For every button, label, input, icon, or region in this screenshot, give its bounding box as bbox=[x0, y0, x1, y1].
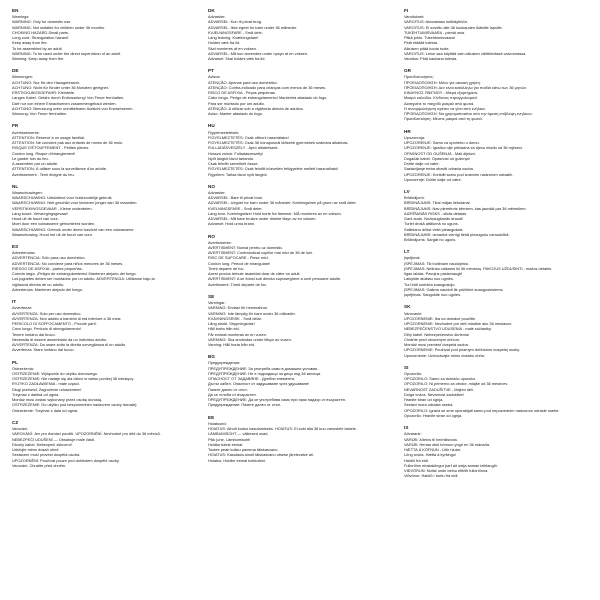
warning-text: AVERTISMENT: Contraindicat copiilor mai mici de 36 de luni. bbox=[208, 250, 314, 256]
warning-text: Dolga vrvica. Nevarnost zadušitve! bbox=[404, 391, 464, 397]
warning-text: AVERTISMENT: Numai pentru uz domestic. bbox=[208, 244, 284, 250]
warning-text: VAROITUS: Lelun saa käyttää vain aikuisen välittömässä valvonnassa. bbox=[404, 50, 527, 56]
language-block-hu bbox=[208, 123, 394, 176]
language-block-ro bbox=[208, 234, 394, 287]
language-block-en bbox=[12, 8, 198, 61]
language-code: PL bbox=[12, 359, 19, 365]
warning-text: Nyílt lángtól távol tartandó. bbox=[208, 155, 255, 161]
language-block-pl bbox=[12, 360, 198, 413]
warning-text: Udržujte mimo dosah ohně. bbox=[12, 447, 60, 452]
warning-text: VARÚÐ: Hentar ekki börnum yngri en 36 mánaða. bbox=[404, 441, 490, 447]
warning-text: RIESGO DE ASFIXIA - partes pequeñas. bbox=[12, 265, 83, 271]
warning-text: Hosszú zsinór. Fulladásveszély! bbox=[208, 150, 264, 156]
warning-text: Cavo lungo. Pericolo di strangolamento! bbox=[12, 326, 81, 332]
warning-text: WARNING: Only for domestic use. bbox=[12, 19, 72, 25]
warning-text: Turi būti surinkta suaugusiojo. bbox=[404, 281, 456, 287]
warning-text: Pidä etäällä tulesta. bbox=[404, 40, 438, 46]
language-block-ee bbox=[208, 415, 394, 463]
warning-text: UPOZORNĚNÍ: Používat pouze pod dohledem dospělé osoby. bbox=[12, 457, 120, 463]
warning-text: Varování: Chraňte před ohněm. bbox=[12, 462, 67, 468]
warning-text: ADVARSEL: Ikke egnet for børn under 36 måneder. bbox=[208, 24, 298, 30]
warning-text: TUKEHTUMISVAARA - pieniä osia. bbox=[404, 29, 466, 35]
warning-text: FULLADÁSVESZÉLY - Apró alkatrészek. bbox=[208, 145, 279, 151]
warnings-column-2 bbox=[208, 8, 394, 594]
warning-text: Chráňte pred otvoreným ohňom. bbox=[404, 336, 461, 342]
warning-text: Upozorenje: Držite dalje od vatre. bbox=[404, 176, 462, 182]
warning-text: VIÐVÖRUN: Notist undir beinu eftirliti fullorðinna. bbox=[404, 468, 489, 473]
warnings-heading: Предупреждения: bbox=[208, 360, 241, 366]
warning-text: FIGYELMEZTETÉS: Csak felnőtt közvetlen felügyelete mellett használható! bbox=[208, 166, 339, 172]
warning-text: Figyelem: Tartsa távol nyílt lángtól. bbox=[208, 171, 268, 177]
warning-text: VARÚÐ: Aðeins til heimilisnota. bbox=[404, 436, 458, 442]
language-code: HR bbox=[404, 128, 411, 134]
language-code: GR bbox=[404, 68, 412, 74]
warning-text: Haldið frá eldi. bbox=[404, 457, 429, 463]
warnings-heading: Avisos: bbox=[208, 74, 221, 80]
language-code: SK bbox=[404, 304, 411, 310]
language-code: RO bbox=[208, 233, 216, 239]
language-block-it bbox=[12, 299, 198, 352]
warning-text: Țineți departe de foc. bbox=[208, 265, 245, 271]
warnings-heading: Avvertenze: bbox=[12, 305, 33, 311]
warning-text: Cordon long. Risque d'étranglement! bbox=[12, 150, 76, 156]
warning-text: ПРЕДУПРЕЖДЕНИЕ: Да се употребява само при пряк надзор от възрастен. bbox=[208, 397, 346, 403]
warning-text: Garš auds. Nožņaugšanās draudi! bbox=[404, 216, 464, 222]
warning-text: KVÆLNINGSFARE - Små dele. bbox=[208, 29, 263, 35]
warning-text: Cordon lung. Pericol de strangulare! bbox=[208, 260, 271, 266]
warning-text: BRĪDINĀJUMS: Tikai mājas lietošanai. bbox=[404, 200, 471, 206]
warning-text: Aikuisen pitää koota tuote. bbox=[404, 45, 450, 51]
warning-text: Varning: Håll borta från eld. bbox=[208, 342, 256, 348]
warnings-heading: Aðvaranir: bbox=[404, 431, 422, 437]
warning-text: VERSTIKKINGSGEVAAR - Kleine onderdelen. bbox=[12, 205, 93, 211]
warning-text: AVVERTENZA: Da usare sotto la diretta sorveglianza di un adulto. bbox=[12, 342, 127, 348]
warning-text: Long cord. Strangulation hazard! bbox=[12, 35, 69, 41]
warning-text: OPOZORILO: Samo za domačo uporabo. bbox=[404, 376, 477, 382]
language-code: SI bbox=[404, 364, 409, 370]
warnings-heading: Avertissements: bbox=[12, 129, 40, 135]
warning-text: ATENÇÃO: Contra-indicado para crianças com menos de 36 meses. bbox=[208, 84, 327, 90]
warning-text: AVVERTENZA: Non adatto a bambini di età inferiore a 36 mesi. bbox=[12, 315, 122, 321]
warning-text: LÄMBUMISOHT — väikesed osad. bbox=[208, 431, 269, 437]
warning-text: Držite dalje od vatre. bbox=[404, 161, 440, 167]
warning-text: Дълъг кабел. Опасност от задушаване чрез удушаване! bbox=[208, 381, 310, 387]
warnings-heading: Προειδοποιήσεις: bbox=[404, 74, 434, 80]
warning-text: Salikšanu drīkst veikt pieaugušais. bbox=[404, 226, 464, 232]
warning-text: PERICOLO DI SOFFOCAMENTO - Piccole parti. bbox=[12, 321, 97, 327]
warning-text: Darf nur von einem Erwachsenen zusammengebaut werden. bbox=[12, 100, 117, 106]
warning-text: Cuerda larga. ¡Peligro de estrangulamiento! Mantener alejado del fuego. bbox=[12, 271, 137, 277]
warning-text: ĮSPĖJIMAS: Tik buitiniam naudojimui. bbox=[404, 260, 470, 266]
warning-text: VAROVÁNÍ: Jen pro domácí použití. UPOZORNĚNÍ: Nevhodné pro děti do 36 měsíců. bbox=[12, 431, 161, 437]
warning-text: Pikk juhe. Lämbumisoht! bbox=[208, 436, 251, 442]
warning-text: Para ser montado por um adulto. bbox=[208, 100, 265, 106]
warning-text: UPOZORENJE: Koristiti samo pod izravnim nadzorom odraslih. bbox=[404, 171, 514, 177]
warning-text: Lång sladd. Strypningsrisk! bbox=[208, 321, 255, 327]
language-block-si bbox=[404, 365, 590, 418]
language-code: EN bbox=[12, 8, 19, 13]
warning-text: ADVERTENCIA: No conviene para niños menores de 36 meses. bbox=[12, 260, 124, 266]
warning-text: Пазете далеч от огън. bbox=[208, 386, 248, 392]
warning-text: NEBEZPEČÍ UDUŠENÍ — Obsahuje malé části. bbox=[12, 436, 96, 442]
language-block-fr bbox=[12, 123, 198, 176]
warning-text: ATENÇÃO: Apenas para uso doméstico. bbox=[208, 79, 278, 85]
warnings-heading: Warnungen: bbox=[12, 74, 34, 80]
warning-text: Keep away from fire. bbox=[12, 40, 48, 46]
warning-text: ATTENTION: Réservé à un usage familial. bbox=[12, 134, 86, 140]
warning-text: VARNING: Ska användas under tillsyn av vuxen. bbox=[208, 336, 292, 342]
warning-text: AVVERTENZA: Solo per uso domestico. bbox=[12, 310, 82, 316]
warning-text: WAARSCHUWING: Gebruik onder direct toezicht van een volwassene. bbox=[12, 226, 135, 232]
warning-text: ΚΙΝΔΥΝΟΣ ΠΝΙΓΜΟΥ - Μικρά εξαρτήματα. bbox=[404, 90, 479, 96]
warning-text: KVÄVNINGSRISK - Små delar. bbox=[208, 315, 262, 321]
warning-text: Dlouhý kabel. Nebezpečí zškrcení! bbox=[12, 441, 72, 447]
warning-text: Cabo longo. Perigo de estrangulamento! Mantenha afastado do fogo. bbox=[208, 95, 328, 101]
warnings-heading: Ostrzeżenia: bbox=[12, 365, 34, 371]
language-code: IT bbox=[12, 299, 17, 305]
warnings-heading: Varování: bbox=[12, 426, 29, 431]
warnings-heading: Waarschuwingen: bbox=[12, 189, 43, 195]
warning-text: Holdes væk fra ild. bbox=[208, 40, 241, 46]
warning-text: To be assembled by an adult. bbox=[12, 45, 63, 51]
warnings-heading: Varoitukset: bbox=[404, 14, 425, 20]
warning-text: OSTRZEŻENIE: Do użytku pod bezpośrednim nadzorem osoby dorosłej. bbox=[12, 402, 138, 408]
warnings-heading: Warnings: bbox=[12, 14, 30, 20]
language-block-sk bbox=[404, 304, 590, 357]
warning-text: Pitkä johto. Tukehtumisvaara! bbox=[404, 35, 456, 41]
warning-text: OPOZORILO: Ni primerno za otroke, mlajše od 36 mesecev. bbox=[404, 381, 509, 387]
warning-text: UPOZORNENIE: Nevhodné pre deti mladšie ako 36 mesiacov. bbox=[404, 321, 513, 327]
warning-text: RISCO DE ASFIXIA - Peças pequenas. bbox=[208, 90, 276, 96]
warning-text: FIGYELMEZTETÉS: Csak otthoni használatra! bbox=[208, 134, 289, 140]
warnings-column-1 bbox=[12, 8, 198, 594]
warning-text: AVERTISMENT: A se folosi sub directa supraveghere a unei persoane adulte. bbox=[208, 276, 342, 282]
warning-text: ΠΡΟΕΙΔΟΠΟΙΗΣΗ: Δεν είναι κατάλληλο για παιδιά κάτω των 36 μηνών. bbox=[404, 84, 528, 90]
language-code: HU bbox=[208, 123, 215, 129]
warnings-heading: Figyelmeztetések: bbox=[208, 129, 240, 135]
warning-text: ОПАСНОСТ ОТ ЗАДАВЯНЕ - Дребни елементи. bbox=[208, 376, 296, 382]
language-block-de bbox=[12, 68, 198, 116]
language-code: DE bbox=[12, 68, 19, 74]
warning-text: Acest produs trebuie asamblat doar de către un adult. bbox=[208, 271, 301, 277]
warning-text: UPOZORNENIE: Iba na domáce použitie. bbox=[404, 315, 477, 321]
warning-text: Προειδοποίηση: Μένετε μακριά από τη φωτιά. bbox=[404, 116, 483, 122]
warning-text: Håll borta från eld. bbox=[208, 326, 240, 332]
warning-text: FIGYELMEZTETÉS: Csak 36 hónaposnál idősebb gyermekek számára alkalmas. bbox=[208, 140, 349, 146]
warning-text: RYZYKO ZADŁAWIENIA - małe części. bbox=[12, 381, 80, 387]
language-block-se bbox=[208, 294, 394, 347]
language-code: ES bbox=[12, 244, 19, 250]
warning-text: ΠΡΟΕΙΔΟΠΟΙΗΣΗ: Να χρησιμοποιείται υπό την άμεση επίβλεψη ενηλίκου. bbox=[404, 111, 533, 117]
warning-text: Upozornenie: Uchovávajte mimo dosahu ohňa. bbox=[404, 352, 485, 358]
warning-text: Ostrzeżenie: Trzymać z dala od ognia. bbox=[12, 407, 79, 413]
warning-text: ADVARSEL: Må kun anvendes under opsyn af en voksen. bbox=[208, 50, 309, 56]
warning-text: Waarschuwing: Houd het uit de buurt van vuur. bbox=[12, 231, 93, 237]
warning-text: Csak felnőtt szerelheti össze. bbox=[208, 161, 259, 167]
warnings-column-3 bbox=[404, 8, 590, 594]
warning-text: Sestavi mora odrasla oseba. bbox=[404, 402, 454, 408]
warnings-heading: Opozorila: bbox=[404, 370, 422, 376]
language-code: DK bbox=[208, 8, 215, 13]
warning-text: Avertissement : Tenir éloigné du feu. bbox=[12, 171, 75, 177]
warning-text: WARNING: To be used under the direct supervision of an adult. bbox=[12, 50, 121, 56]
language-block-no bbox=[208, 184, 394, 227]
warning-text: vigilancia directa de un adulto. bbox=[12, 281, 65, 287]
warning-text: Brīdinājums: Sargāt no uguns. bbox=[404, 237, 457, 243]
warning-text: Trzymać z daleka od ognia. bbox=[12, 391, 60, 397]
language-code: LT bbox=[404, 249, 410, 255]
warning-text: WARNING: Not suitable for children under 36 months. bbox=[12, 24, 106, 30]
warning-text: RISC DE SUFOCARE - Piese mici. bbox=[208, 255, 269, 261]
warning-text: ĮSPĖJIMAS: Netinka vaikams iki 36 mėnesių. PAVOJUS UŽDUSINTI - mažos detalės. bbox=[404, 265, 553, 271]
warnings-heading: Hoiatused: bbox=[208, 420, 227, 426]
warning-text: Warnung: Von Feuer fernhalten. bbox=[12, 111, 68, 117]
warning-text: ERSTICKUNGSGEFAHR: Kleinteile. bbox=[12, 90, 76, 96]
warning-text: ATTENTION: Ne convient pas aux enfants de moins de 36 mois. bbox=[12, 140, 124, 146]
warning-text: HOIATUS: Kasutada ainult täiskasvanu otsese järelevalve all. bbox=[208, 452, 314, 458]
warnings-heading: Įspėjimai: bbox=[404, 255, 421, 261]
warning-text: UPOZORENJE: Igračka nije prikladna za djecu mlađu od 36 mjeseci. bbox=[404, 145, 523, 151]
language-code: NL bbox=[12, 183, 19, 189]
warning-text: Langes Kabel. Gefahr durch Erdrosselung! Von Feuer fernhalten. bbox=[12, 95, 125, 101]
warning-text: Skal monteres af en voksen. bbox=[208, 45, 258, 51]
warning-text: ПРЕДУПРЕЖДЕНИЕ: За употреба само в домашни условия. bbox=[208, 365, 319, 371]
warning-text: Įspėjimas: Saugokite nuo ugnies. bbox=[404, 292, 462, 298]
warning-text: Hranite stran od ognja. bbox=[404, 397, 444, 403]
warning-text: Varoitus: Pidä kaukana tulesta. bbox=[404, 56, 458, 62]
warning-text: Lang snor. Kvelningsfare! Hold borte fra flammer. MÅ monteres av en voksen. bbox=[208, 210, 342, 216]
warning-text: WAARSCHUWING: Uitsluitend voor huishoudelijk gebruik. bbox=[12, 195, 113, 201]
warning-text: Los juguetes deben ser montados por un adulto. ADVERTENCIA: Utilizarse bajo la bbox=[12, 276, 155, 282]
language-code: NO bbox=[208, 183, 216, 189]
warning-text: Długi przewód. Zagrożenie uduszeniem! bbox=[12, 386, 82, 392]
warning-text: Η συναρμολόγηση πρέπει να γίνει από ενήλικα. bbox=[404, 105, 486, 111]
warning-text: UPOZORNENIE: Používať pod priamym dohľadom dospelej osoby. bbox=[404, 347, 521, 353]
warning-text: Aviso: Manter afastado do fogo. bbox=[208, 111, 263, 117]
language-block-pt bbox=[208, 68, 394, 116]
language-block-lv bbox=[404, 189, 590, 242]
warning-text: VAROITUS: Ei sovellu alle 36 kuukauden ikäisille lapsille. bbox=[404, 24, 503, 30]
warning-text: Tooteе peab kokku panema täiskasvanu. bbox=[208, 447, 279, 452]
language-code: CZ bbox=[12, 419, 19, 425]
warning-text: Sestavení musí provést dospělá osoba. bbox=[12, 452, 81, 458]
warning-text: Fullorðinn einstaklingur þarf að setja saman leikfangið. bbox=[404, 462, 498, 468]
warning-text: Avvertenza: Stare lontano dal fuoco. bbox=[12, 347, 75, 353]
warning-text: Necessita di essere assemblato da un individuo adulto. bbox=[12, 336, 107, 342]
warning-text: Advertencia: Mantener alejado del fuego. bbox=[12, 286, 83, 292]
warnings-heading: Varovanie: bbox=[404, 310, 423, 316]
language-code: IS bbox=[404, 425, 409, 431]
warning-text: A assembler par un adulte. bbox=[12, 161, 59, 167]
warning-text: Advarsel: Hold unna brann. bbox=[208, 221, 256, 227]
language-code: BG bbox=[208, 354, 216, 360]
warning-text: Advarsel: Skal holdes væk fra ild. bbox=[208, 56, 266, 62]
warning-text: VAROITUS: Ainoastaan kotikäyttöön. bbox=[404, 19, 468, 25]
warning-text: Opozorilo: Hranite stran od ognja. bbox=[404, 412, 463, 418]
language-block-fi bbox=[404, 8, 590, 61]
warning-text: ADVARSEL: Uegnet for barn under 36 måneder. Kvelningsfare på grunn av små deler. bbox=[208, 200, 357, 206]
warning-text: ADVARSEL: Må bare brukes under direkte tilsyn av en voksen. bbox=[208, 216, 317, 222]
warning-text: Löng snúra. Hætta á kyrkingu! bbox=[404, 452, 457, 458]
language-code: FR bbox=[12, 123, 19, 129]
warning-text: BRĪDINĀJUMS: Izmantot vienīgi tiešā pieaugušo uzraudzībā. bbox=[404, 231, 510, 237]
warning-text: Montaż musi zostać wykonany przez osobę dorosłą. bbox=[12, 397, 102, 403]
warnings-heading: Avertismente: bbox=[208, 239, 232, 245]
language-block-is bbox=[404, 425, 590, 478]
language-code: PT bbox=[208, 68, 215, 74]
warning-text: Sastavljanje treba obaviti odrasla osoba. bbox=[404, 166, 474, 172]
language-block-hr bbox=[404, 129, 590, 182]
warning-text: Dugačak kabel. Opasnost od gušenja! bbox=[404, 155, 470, 161]
warning-text: NEVARNOST ZADUŠITVE - Majhni deli. bbox=[404, 386, 474, 392]
warning-text: ĮSPĖJIMAS: Galima naudoti tik prižiūrint suaugusiesiems. bbox=[404, 286, 504, 292]
warning-text: Μακρύ καλώδιο. Κίνδυνος στραγγαλισμού! bbox=[404, 95, 478, 101]
language-block-gr bbox=[404, 68, 590, 121]
warning-text: CHOKING HAZARD-Small parts. bbox=[12, 29, 70, 35]
warning-text: Да се сглоба от възрастен. bbox=[208, 391, 257, 397]
warning-text: ACHTUNG: Nicht für Kinder unter 36 Monaten geeignet. bbox=[12, 84, 109, 90]
warning-text: Lang koord. Verwurgingsgevaar! bbox=[12, 210, 69, 216]
language-code: LV bbox=[404, 189, 410, 195]
warning-text: Dlhý kábel. Nebezpečenstvo škrtenia! bbox=[404, 331, 470, 337]
warning-text: OPOZORILO: Igrača se sme uporabljati samo pod neposrednim nadzorom odrasle osebe. bbox=[404, 407, 560, 413]
warning-text: VARNING: Inte lämplig för barn under 36 månader. bbox=[208, 310, 296, 316]
warning-text: HOIATUS: Ainult kodus kasutamiseks. HOIATUS: Ei sobi alla 36 kuu vanustele lastele. bbox=[208, 426, 357, 431]
language-block-lt bbox=[404, 249, 590, 297]
warnings-heading: Brīdinājumi: bbox=[404, 195, 425, 201]
warning-text: ADVARSEL: Kun til privat brug. bbox=[208, 19, 262, 25]
warning-text: Moet door een volwassene gemonteerd worden. bbox=[12, 221, 96, 227]
language-code: SE bbox=[208, 293, 215, 299]
warnings-heading: Advarsler: bbox=[208, 14, 226, 20]
warning-text: Hoidke tulest eemal. bbox=[208, 441, 244, 447]
warning-text: HÆTTA Á KÖFNUN - Litlir hlutar. bbox=[404, 447, 461, 452]
warning-text: ATTENTION: À utiliser sous la surveillance d'un adulte. bbox=[12, 166, 107, 172]
warning-text: OSTRZEŻENIE: Wyłącznie do użytku domowego. bbox=[12, 370, 99, 376]
language-code: FI bbox=[404, 8, 409, 13]
warning-text: Turiet drošā attālumā no uguns. bbox=[404, 221, 459, 227]
warning-text: WAARSCHUWING: Niet geschikt voor kinderen jonger dan 36 maanden. bbox=[12, 200, 138, 206]
warning-text: Montáž musí previesť dospelá osoba. bbox=[404, 342, 469, 348]
warning-text: KVELNINGSFARE - Små deler. bbox=[208, 205, 263, 211]
warning-text: BRĪDINĀJUMS: Nav piemērots bērniem, kas jaunāki par 36 mēnešiem. bbox=[404, 205, 527, 211]
language-block-nl bbox=[12, 184, 198, 237]
language-block-es bbox=[12, 244, 198, 292]
warning-text: Warning: Keep away from fire. bbox=[12, 56, 65, 62]
warning-text: NEBEZPEČENSTVO UDUSENIA - malé súčiastky. bbox=[404, 326, 492, 332]
warning-text: Предупреждение: Пазете далеч от огън. bbox=[208, 402, 282, 408]
warnings-heading: Advertencias: bbox=[12, 250, 36, 256]
warning-text: Viðvörun: Haldið í burtu frá eldi. bbox=[404, 473, 459, 479]
warning-text: ADVERTENCIA: Sólo para uso doméstico. bbox=[12, 255, 86, 261]
warning-text: Lang ledning. Kvælningsfare! bbox=[208, 35, 259, 41]
warnings-heading: Varningar: bbox=[208, 300, 226, 306]
warning-text: ПРЕДУПРЕЖДЕНИЕ: Не е подходящо за деца под 36 месеца. bbox=[208, 370, 322, 376]
language-block-dk bbox=[208, 8, 394, 61]
warning-text: ADVARSEL: Bare til privat bruk. bbox=[208, 195, 264, 201]
warnings-heading: Upozorenja: bbox=[404, 134, 425, 140]
warning-text: Hoiatus: Hoidke eemal tulekolest. bbox=[208, 457, 266, 463]
language-block-cz bbox=[12, 420, 198, 468]
warning-text: VARNING: Endast för hemmabruk. bbox=[208, 305, 269, 311]
warnings-heading: Advarsler: bbox=[208, 189, 226, 195]
warning-text: Tenere lontano dal fuoco. bbox=[12, 331, 56, 337]
warning-text: ATENÇÃO: A utilizar sob a vigilância directa de adultos. bbox=[208, 105, 304, 111]
warning-text: UPOZORENJE: Samo za upotrebu u domu. bbox=[404, 140, 480, 146]
warning-text: Laikykite atokiau nuo ugnies. bbox=[404, 276, 454, 282]
warning-text: ACHTUNG: Nur für den Hausgebrauch. bbox=[12, 79, 81, 85]
language-code: EE bbox=[208, 414, 215, 420]
warning-text: Ilgas laidas. Pavojus pasismaugti! bbox=[404, 271, 463, 277]
warning-text: ACHTUNG: Benutzung unter unmittelbarer Aufsicht von Erwachsenen. bbox=[12, 105, 134, 111]
warning-text: OSTRZEŻENIE: Nie nadaje się dla dzieci w wieku poniżej 36 miesięcy. bbox=[12, 376, 135, 382]
warning-text: ΠΡΟΕΙΔΟΠΟΙΗΣΗ: Μόνο για οικιακή χρήση. bbox=[404, 79, 481, 85]
warning-text: Διατηρείτε το παιχνίδι μακριά από φωτιά. bbox=[404, 100, 475, 106]
warning-text: Avertisment: Țineți departe de foc. bbox=[208, 281, 268, 287]
language-block-bg bbox=[208, 354, 394, 407]
warning-text: RISQUE D'ÉTOUFFEMENT - Petites pièces. bbox=[12, 145, 90, 151]
warning-text: OPASNOST OD GUŠENJA - Mali dijelovi. bbox=[404, 150, 477, 156]
warning-text: Le garder loin du feu. bbox=[12, 155, 49, 161]
warning-text: Får endast monteras av en vuxen. bbox=[208, 331, 268, 337]
warning-text: Houd uit de buurt van vuur. bbox=[12, 216, 59, 222]
warning-text: AIZRĪŠANĀS RISKS - sīkās detaļas. bbox=[404, 210, 468, 216]
